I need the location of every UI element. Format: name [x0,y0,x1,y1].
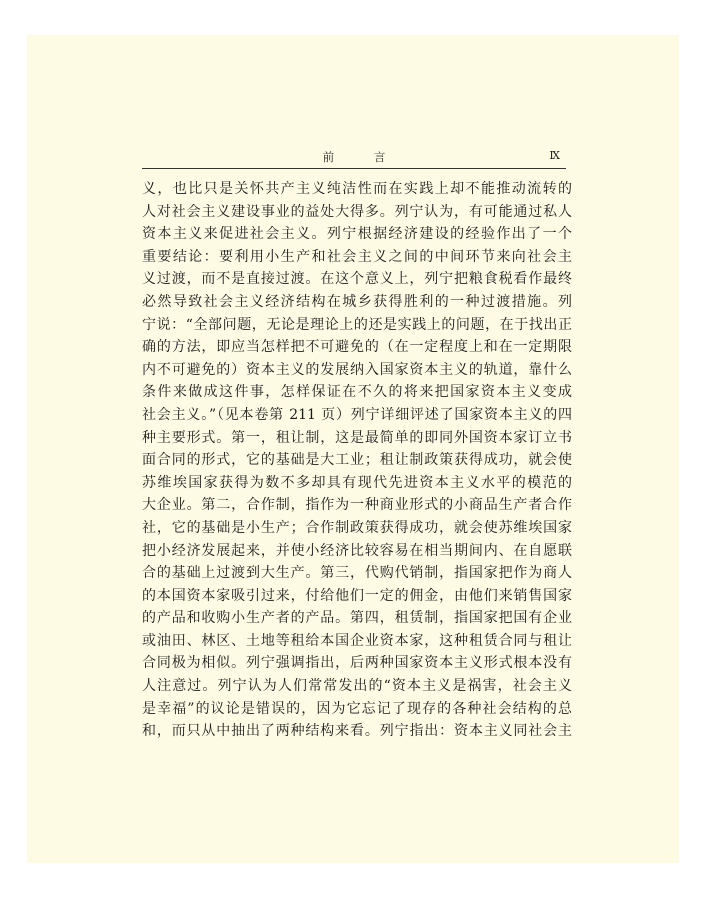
text-line: 义，也比只是关怀共产主义纯洁性而在实践上却不能推动流转的 [142,181,572,197]
text-line: 人注意过。列宁认为人们常常发出的“资本主义是祸害，社会主义 [142,678,572,695]
text-line: 的本国资本家吸引过来，付给他们一定的佣金，由他们来销售国家 [142,587,572,604]
text-line: 和，而只从中抽出了两种结构来看。列宁指出：资本主义同社会主 [142,723,572,740]
text-line: 合的基础上过渡到大生产。第三，代购代销制，指国家把作为商人 [142,565,572,582]
text-line: 是幸福”的议论是错误的，因为它忘记了现存的各种社会结构的总 [142,700,572,717]
text-line: 把小经济发展起来，并使小经济比较容易在相当期间内、在自愿联 [142,542,572,559]
text-line: 必然导致社会主义经济结构在城乡获得胜利的一种过渡措施。列 [142,293,572,310]
body-text [142,178,572,743]
text-line: 种主要形式。第一，租让制，这是最简单的即同外国资本家订立书 [142,429,572,446]
page-number: Ⅸ [549,150,560,162]
text-line: 确的方法，即应当怎样把不可避免的（在一定程度上和在一定期限 [142,339,572,356]
text-line: 义过渡，而不是直接过渡。在这个意义上，列宁把粮食税看作最终 [142,271,572,288]
text-line: 面合同的形式，它的基础是大工业；租让制政策获得成功，就会使 [142,452,572,469]
text-line: 社会主义。”（见本卷第 211 页）列宁详细评述了国家资本主义的四 [142,406,572,423]
text-line: 宁说：“全部问题，无论是理论上的还是实践上的问题，在于找出正 [142,316,572,333]
running-header [142,148,566,169]
text-line: 合同极为相似。列宁强调指出，后两种国家资本主义形式根本没有 [142,655,572,672]
text-line: 人对社会主义建设事业的益处大得多。列宁认为，有可能通过私人 [142,203,572,220]
text-line: 重要结论：要利用小生产和社会主义之间的中间环节来向社会主 [142,248,572,265]
text-line: 的产品和收购小生产者的产品。第四，租赁制，指国家把国有企业 [142,610,572,627]
text-line: 条件来做成这件事，怎样保证在不久的将来把国家资本主义变成 [142,384,572,401]
header-title: 前 言 [322,150,404,164]
text-line: 或油田、林区、土地等租给本国企业资本家，这种租赁合同与租让 [142,632,572,649]
text-line: 资本主义来促进社会主义。列宁根据经济建设的经验作出了一个 [142,226,572,243]
text-line: 苏维埃国家获得为数不多却具有现代先进资本主义水平的模范的 [142,474,572,491]
text-line: 社，它的基础是小生产；合作制政策获得成功，就会使苏维埃国家 [142,519,572,536]
text-line: 内不可避免的）资本主义的发展纳入国家资本主义的轨道，靠什么 [142,361,572,378]
text-line: 大企业。第二，合作制，指作为一种商业形式的小商品生产者合作 [142,497,572,514]
